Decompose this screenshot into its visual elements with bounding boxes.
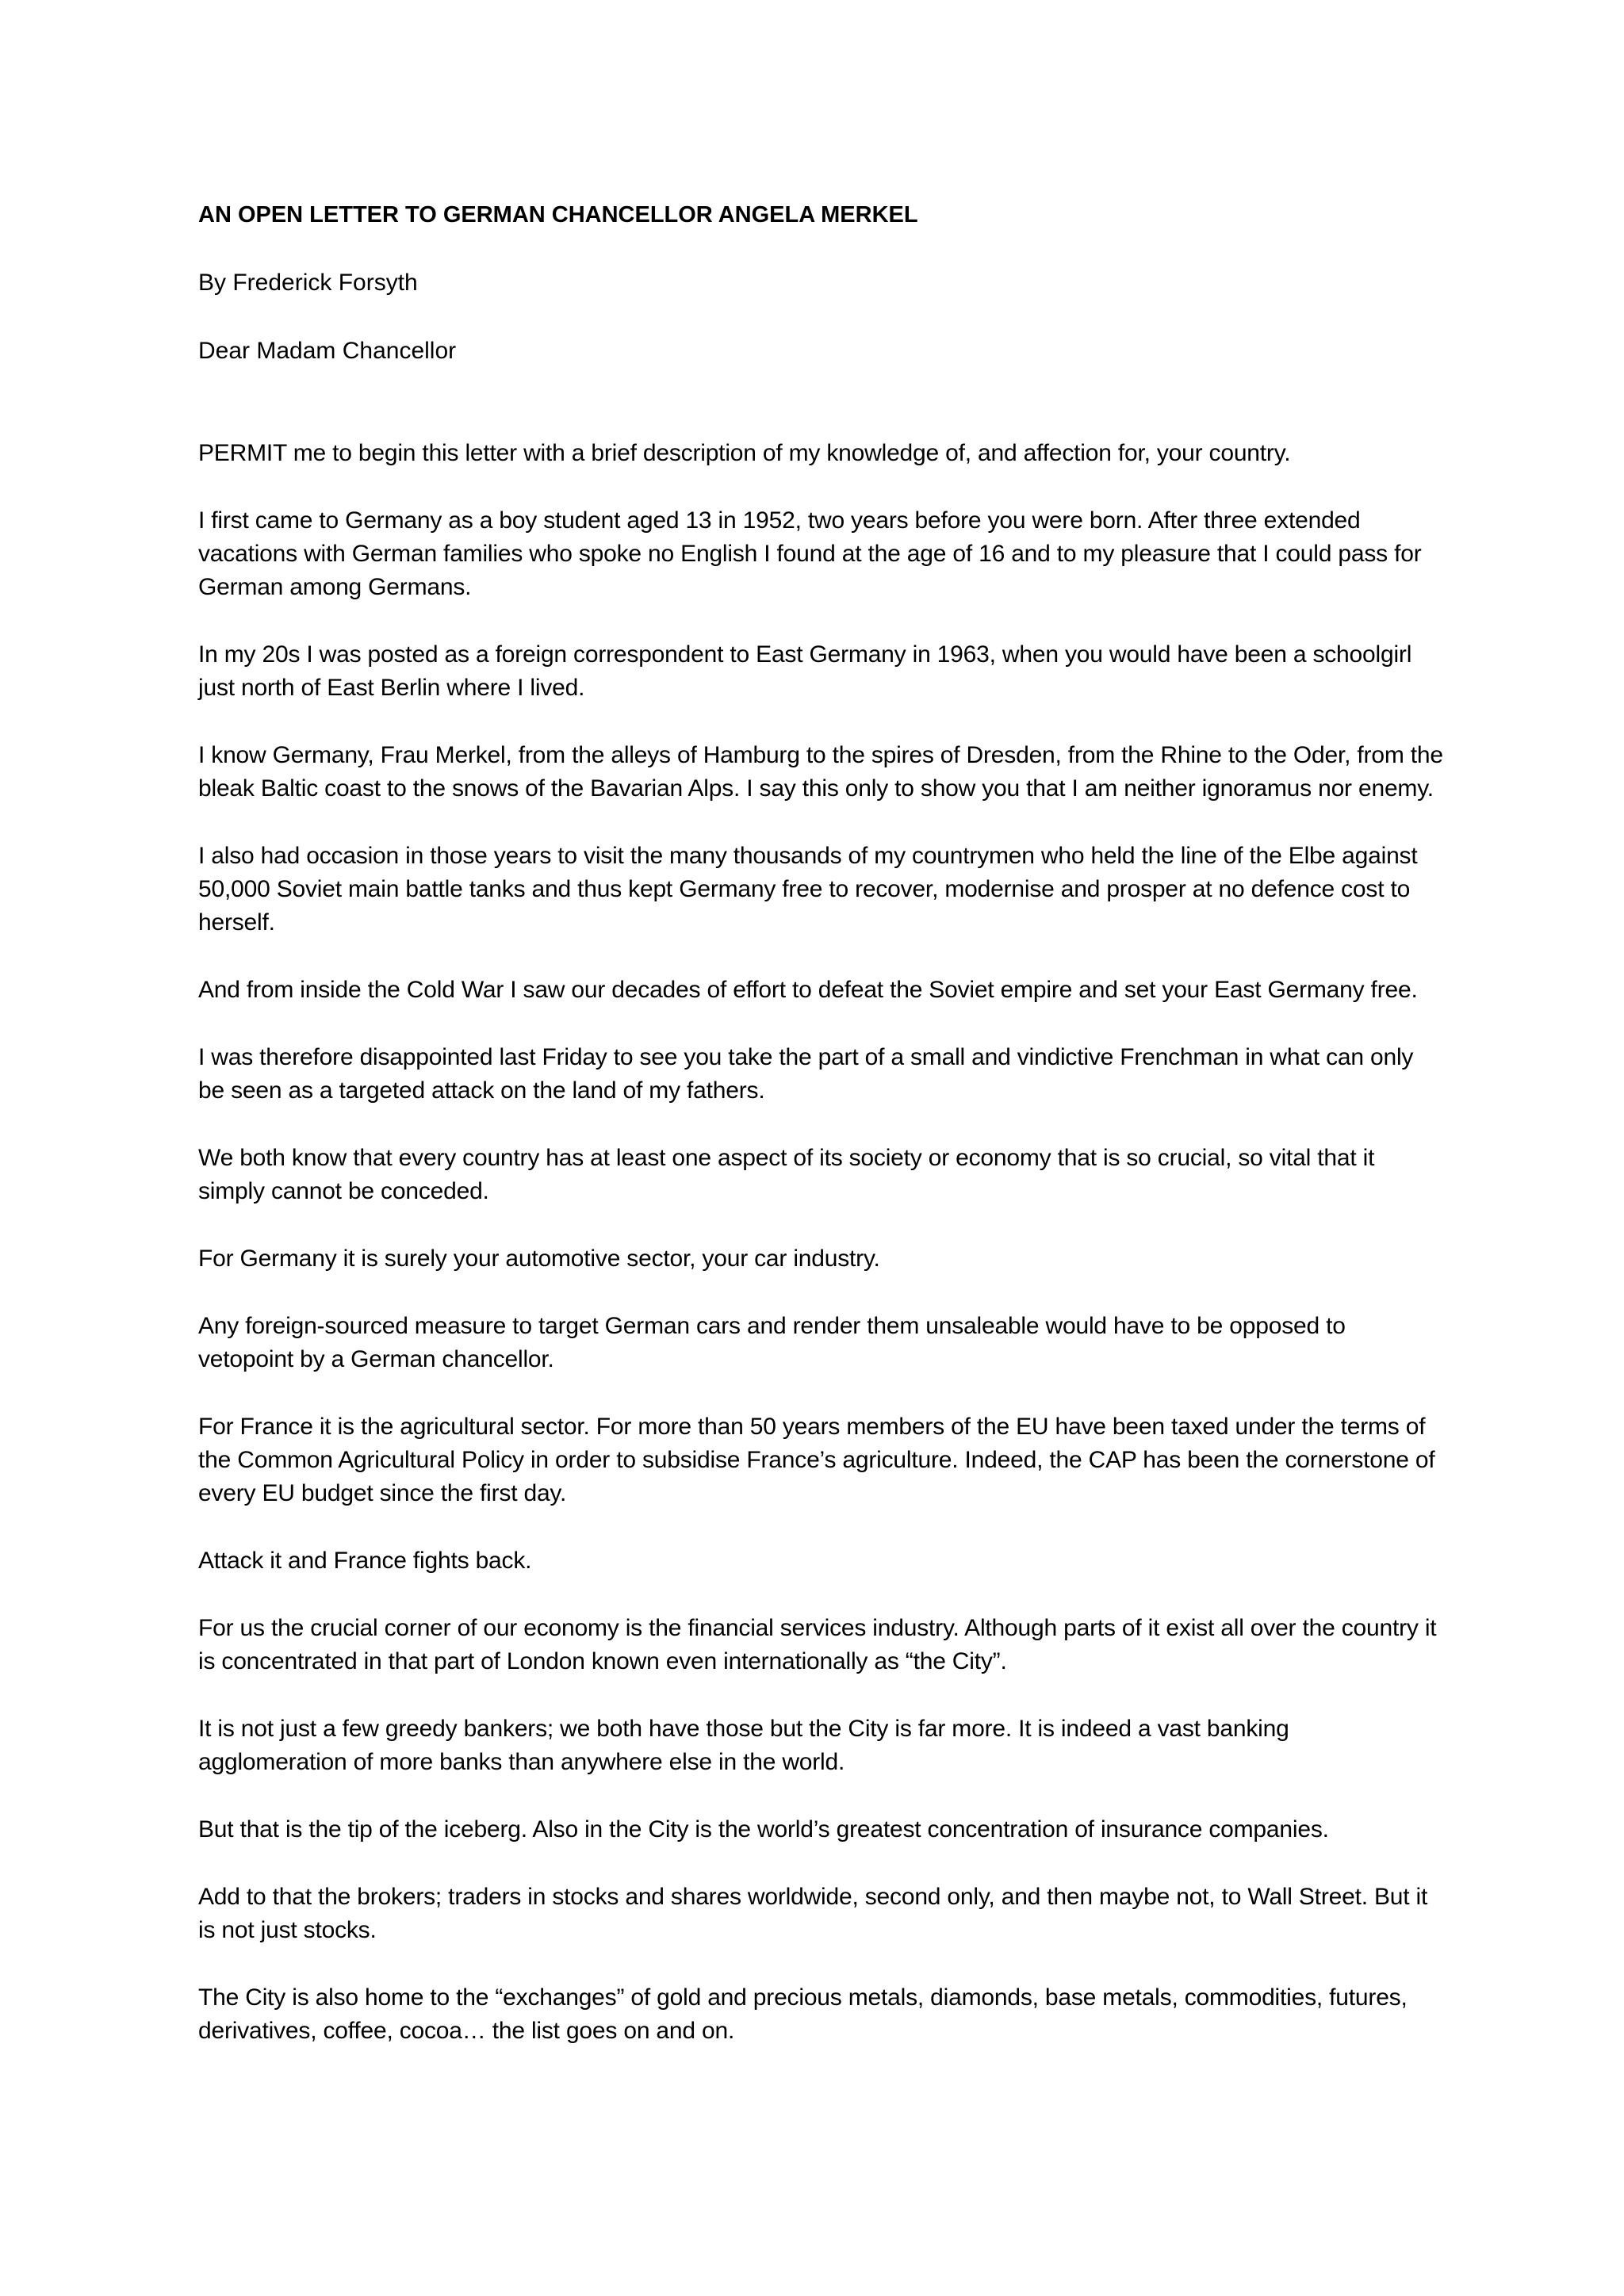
letter-title: AN OPEN LETTER TO GERMAN CHANCELLOR ANGELA MERKEL [198,202,918,228]
letter-content [198,198,1443,2082]
paragraph: But that is the tip of the iceberg. Also in the City is the world’s greatest concentration of insurance companies. [198,1816,1329,1843]
paragraph: For Germany it is surely your automotive sector, your car industry. [198,1246,880,1272]
paragraph: I also had occasion in those years to visit the many thousands of my countrymen who held the line of the Elbe against 50,000 Soviet main battle tanks and thus kept Germany free to recover, modernise and prosper at no defence cost to herself. [198,843,1418,936]
paragraph: I first came to Germany as a boy student aged 13 in 1952, two years before you were born. After three extended vacations with German families who spoke no English I found at the age of 16 and to my pleasure that I could pass for German among Germans. [198,507,1422,600]
paragraph: I know Germany, Frau Merkel, from the alleys of Hamburg to the spires of Dresden, from the Rhine to the Oder, from the bleak Baltic coast to the snows of the Bavarian Alps. I say this only to show you that I am neither ignoramus nor enemy. [198,742,1443,802]
paragraph: We both know that every country has at least one aspect of its society or economy that is so crucial, so vital that it simply cannot be conceded. [198,1145,1375,1204]
paragraph: In my 20s I was posted as a foreign correspondent to East Germany in 1963, when you would have been a schoolgirl just north of East Berlin where I lived. [198,641,1412,701]
paragraph: Attack it and France fights back. [198,1548,532,1574]
letter-salutation: Dear Madam Chancellor [198,338,457,364]
letter-byline: By Frederick Forsyth [198,270,418,296]
paragraph: I was therefore disappointed last Friday to see you take the part of a small and vindictive Frenchman in what can only be seen as a targeted attack on the land of my fathers. [198,1044,1414,1104]
paragraph: For us the crucial corner of our economy is the financial services industry. Although parts of it exist all over the country it is concentrated in that part of London known even internationally as “the City”. [198,1615,1437,1674]
paragraph: The City is also home to the “exchanges” of gold and precious metals, diamonds, base metals, commodities, futures, derivatives, coffee, cocoa… the list goes on and on. [198,1984,1408,2044]
paragraph: Add to that the brokers; traders in stocks and shares worldwide, second only, and then maybe not, to Wall Street. But it is not just stocks. [198,1884,1428,1943]
paragraph: PERMIT me to begin this letter with a brief description of my knowledge of, and affection for, your country. [198,440,1291,466]
paragraph: Any foreign-sourced measure to target German cars and render them unsaleable would have to be opposed to vetopoint by a German chancellor. [198,1313,1346,1372]
paragraph: For France it is the agricultural sector. For more than 50 years members of the EU have been taxed under the terms of the Common Agricultural Policy in order to subsidise France’s agriculture. Indeed, the CAP has been the cornerstone of every EU budget since the first day. [198,1414,1435,1506]
paragraph: And from inside the Cold War I saw our decades of effort to defeat the Soviet empire and set your East Germany free. [198,977,1418,1003]
letter-body [198,437,1443,2048]
paragraph: It is not just a few greedy bankers; we both have those but the City is far more. It is indeed a vast banking agglomeration of more banks than anywhere else in the world. [198,1716,1289,1775]
